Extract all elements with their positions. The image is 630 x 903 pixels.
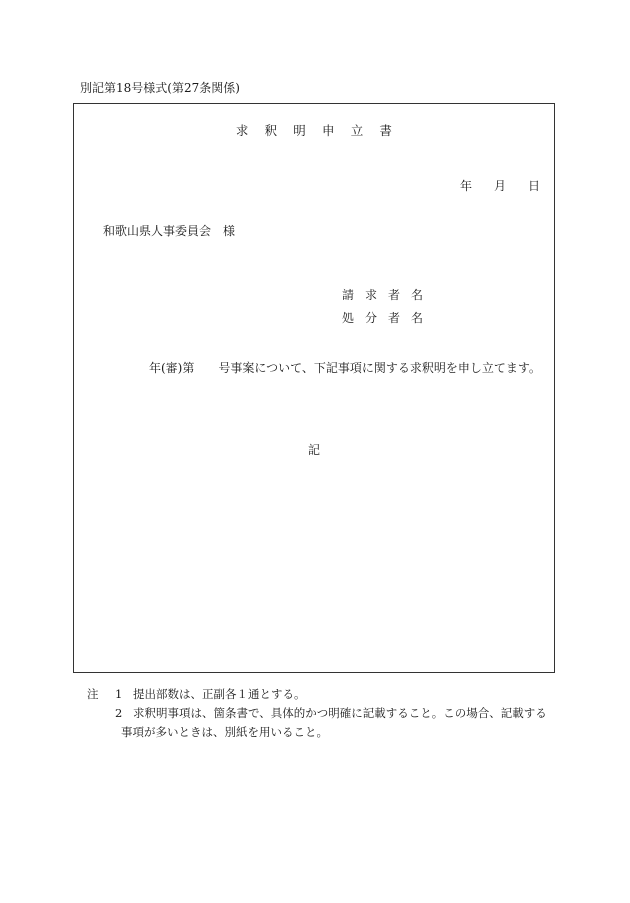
statement: 年(審)第 号事案について、下記事項に関する求釈明を申し立てます。: [149, 361, 541, 375]
label-char: 者: [388, 288, 401, 302]
date-month: 月: [493, 179, 506, 193]
note-item: [87, 704, 547, 723]
disposer-name-label: [342, 309, 434, 326]
notes-label: 注: [87, 687, 99, 701]
document-title: [74, 121, 554, 139]
ki-heading: 記: [307, 443, 320, 457]
label-char: 名: [411, 288, 424, 302]
note-continuation: 事項が多いときは、別紙を用いること。: [121, 725, 328, 739]
title-char: 書: [379, 123, 393, 138]
date-line: [438, 177, 540, 194]
note-item: [87, 685, 547, 704]
title-char: 申: [322, 123, 335, 138]
title-char: 釈: [264, 123, 278, 138]
label-char: 者: [388, 311, 401, 325]
note-text: 提出部数は、正副各１通とする。: [133, 687, 306, 701]
date-year: 年: [459, 179, 472, 193]
note-number: 2: [115, 706, 123, 720]
notes: [87, 685, 547, 742]
date-day: 日: [527, 179, 540, 193]
label-char: 請: [342, 288, 355, 302]
label-char: 求: [365, 288, 378, 302]
form-reference: 別記第18号様式(第27条関係): [80, 81, 240, 95]
note-number: 1: [115, 687, 123, 701]
label-char: 分: [365, 311, 378, 325]
label-char: 処: [342, 311, 355, 325]
title-char: 立: [350, 123, 364, 138]
title-char: 求: [235, 123, 249, 138]
note-text: 求釈明事項は、箇条書で、具体的かつ明確に記載すること。この場合、記載する: [133, 706, 547, 720]
requester-name-label: [342, 286, 434, 303]
label-char: 名: [411, 311, 424, 325]
addressee: 和歌山県人事委員会 様: [103, 224, 236, 238]
title-char: 明: [293, 123, 306, 138]
form-box: [73, 103, 555, 673]
